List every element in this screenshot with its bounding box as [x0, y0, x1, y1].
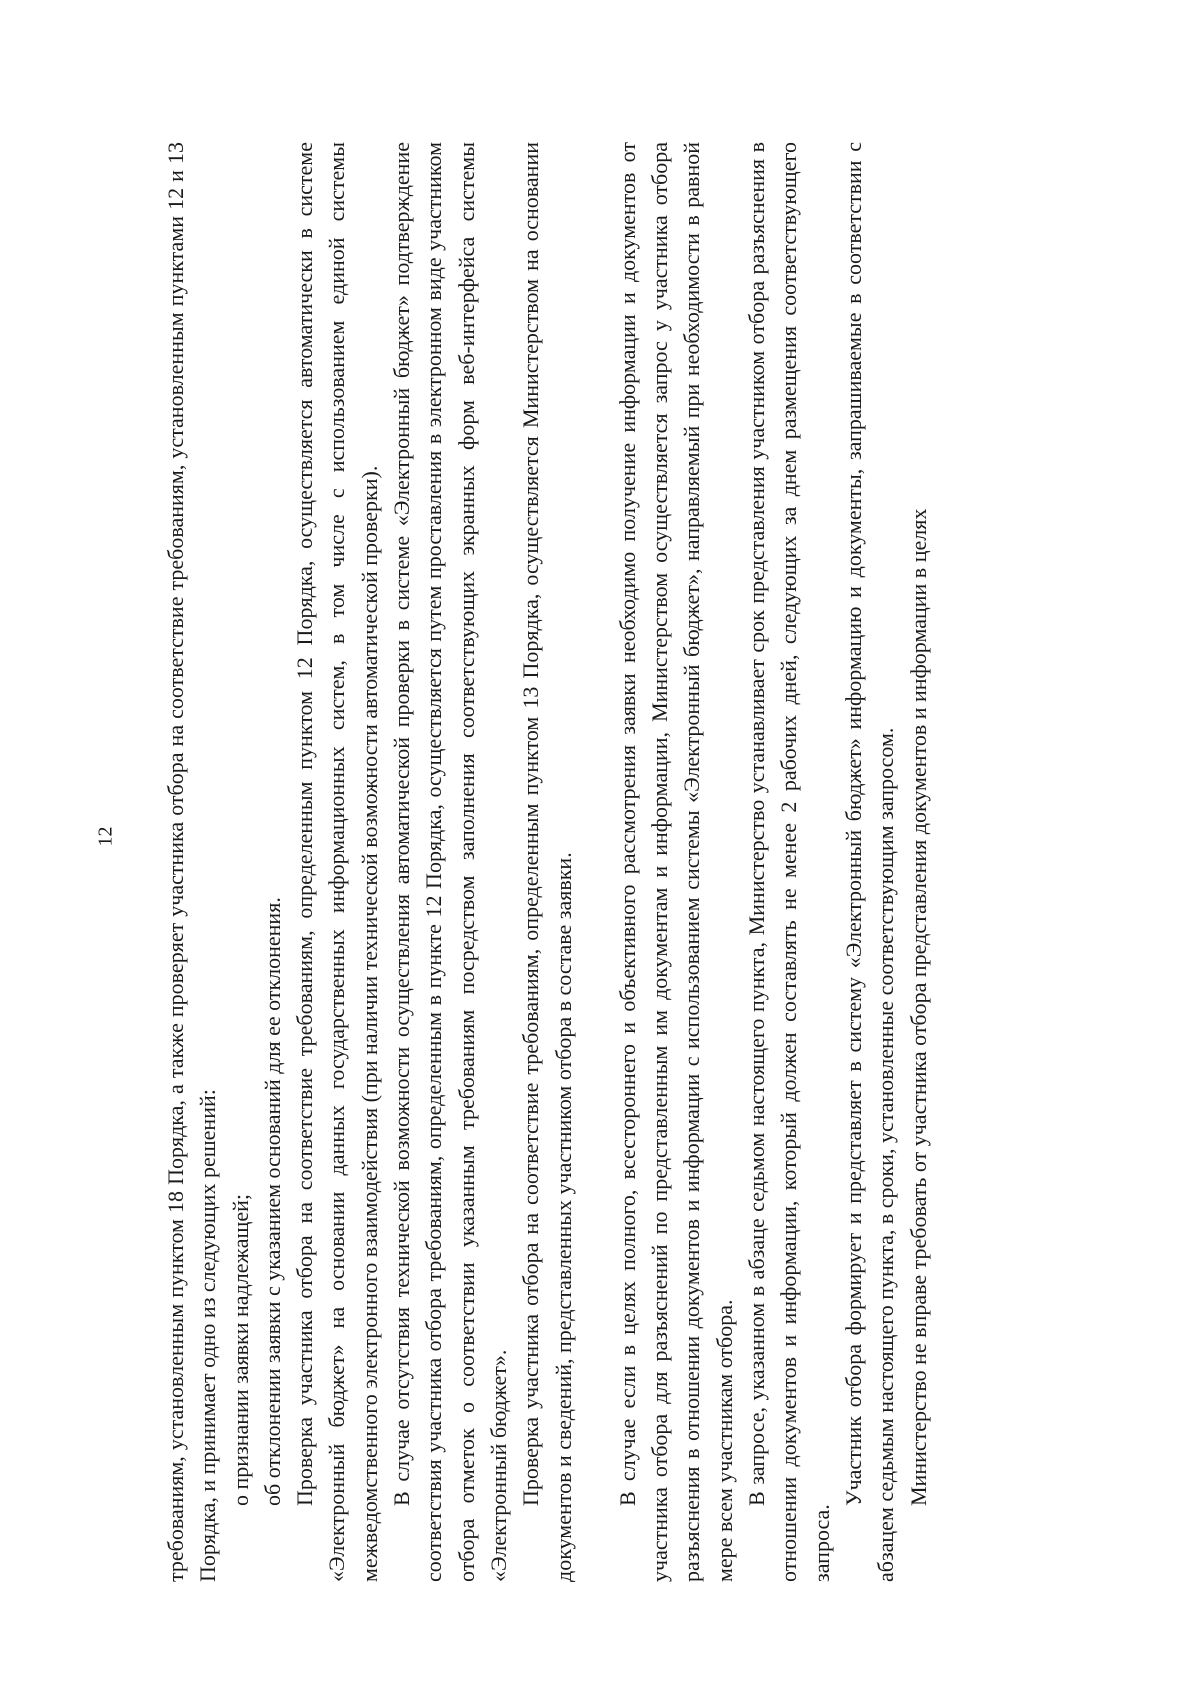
paragraph-clarification-request: В случае если в целях полного, всестороннего и объективного рассмотрения заявки необходимо получение информации и документов от участника отбора для разъяснений по представленным им документам и информации, Министерством осуществляется запрос у участника отбора разъяснения в отношении документов и информации с использованием системы «Электронный бюджет», направляемый при необходимости в равной мере всем участникам отбора.: [614, 142, 737, 1582]
page-number: 12: [94, 826, 117, 847]
paragraph-option-reject: об отклонении заявки с указанием оснований для ее отклонения.: [259, 897, 285, 1506]
paragraph-option-accept: о признании заявки надлежащей;: [227, 1193, 253, 1506]
paragraph-participant-response: Участник отбора формирует и представляет в систему «Электронный бюджет» информацию и документы, запрашиваемые в соответствии с абзацем седьмым настоящего пункта, в сроки, установленные соответствующим запросом.: [840, 142, 899, 1582]
paragraph-continuation: требованиям, установленным пунктом 18 Порядка, а также проверяет участника отбора на соответствие требованиям, установленным пунктами 12 и 13 Порядка, и принимает одно из следующих решений:: [163, 142, 221, 1582]
paragraph-check-point-12: Проверка участника отбора на соответствие требованиям, определенным пунктом 12 Порядка, осуществляется автоматически в системе «Электронный бюджет» на основании данных государственных информационных систем, в том числе с использованием единой системы межведомственного электронного взаимодействия (при наличии технической возможности автоматической проверки).: [292, 142, 382, 1582]
paragraph-check-point-13: Проверка участника отбора на соответствие требованиям, определенным пунктом 13 Порядка, осуществляется Министерством на основании документов и сведений, представленных участником отбора в составе заявки.: [518, 142, 576, 1582]
document-body: [160, 142, 1040, 1582]
paragraph-no-auto-check: В случае отсутствия технической возможности осуществления автоматической проверки в системе «Электронный бюджет» подтверждение соответствия участника отбора требованиям, определенным в пункте 12 Порядка, осуществляется путем проставления в электронном виде участником отбора отметок о соответствии указанным требованиям посредством заполнения соответствующих экранных форм веб-интерфейса системы «Электронный бюджет».: [389, 142, 511, 1582]
paragraph-request-deadline: В запросе, указанном в абзаце седьмом настоящего пункта, Министерство устанавливает срок представления участником отбора разъяснения в отношении документов и информации, который должен составлять не менее 2 рабочих дней, следующих за днем размещения соответствующего запроса.: [744, 142, 834, 1582]
paragraph-ministry-restriction: Министерство не вправе требовать от участника отбора представления документов и информации в целях: [905, 508, 931, 1506]
